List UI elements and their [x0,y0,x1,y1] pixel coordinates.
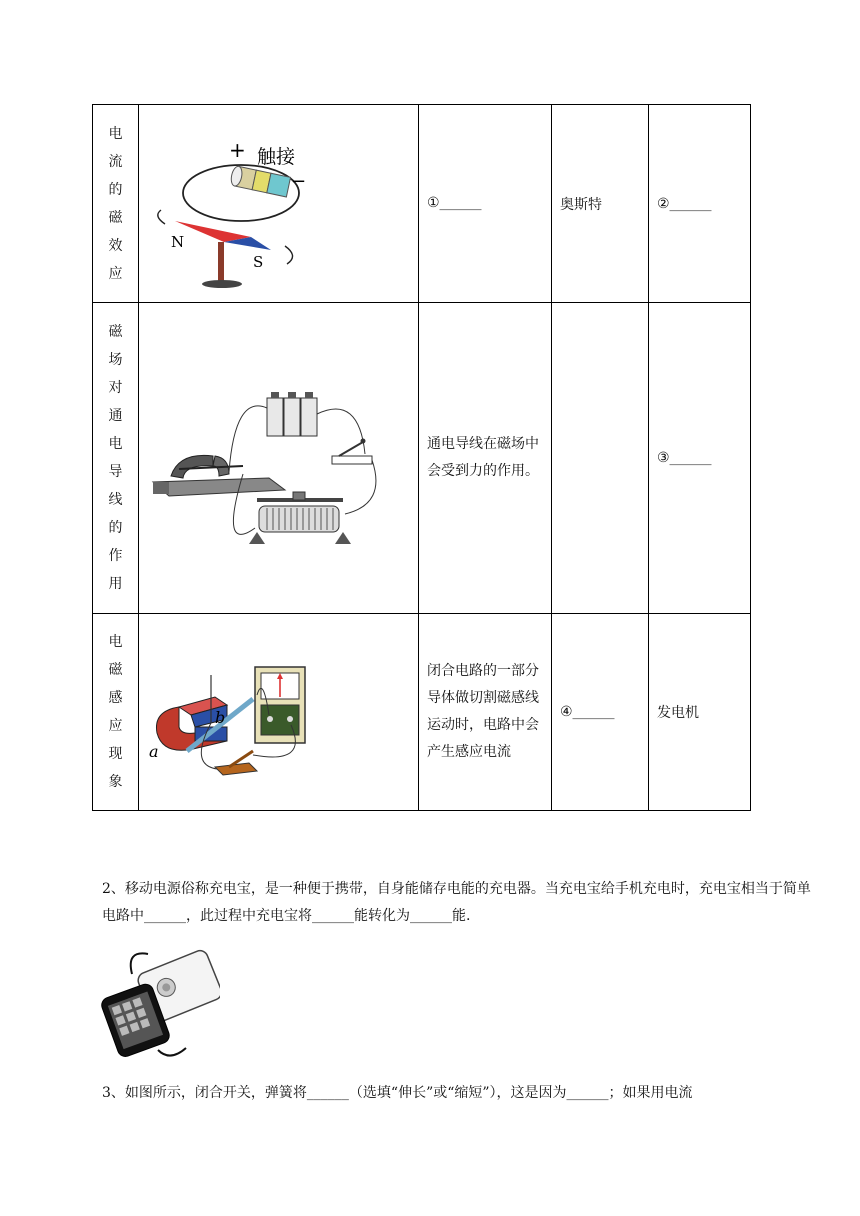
row-name-char: 应 [108,265,123,282]
touch-label: 触接 [257,145,296,168]
minus-label: − [291,170,307,192]
row-name-char: 用 [108,576,123,592]
battery-icon [230,165,291,197]
rotation-arrow-left [158,210,165,224]
rheostat-icon [249,492,351,544]
row-name-char: 通 [108,408,123,424]
row-name-char: 对 [108,380,123,396]
row-name-char: 应 [108,718,123,734]
row-name-vertical [93,628,138,796]
application-cell: 发电机 [649,614,751,811]
row-name-char: 磁 [108,209,123,226]
battery-pack-icon [267,392,317,436]
row-name-char: 场 [108,352,123,368]
scientist-cell [552,303,649,614]
south-label: S [253,252,264,271]
scientist-cell: 奥斯特 [552,105,649,303]
table-row [93,303,751,614]
switch-icon [332,438,372,464]
scientist-cell: ④______ [552,614,649,811]
plus-label: + [229,137,246,162]
row-name-char: 线 [108,492,123,508]
phenomenon-cell: 通电导线在磁场中会受到力的作用。 [419,303,552,614]
row-name-char: 的 [108,520,123,536]
row-name-char: 效 [108,237,123,254]
application-cell: ②______ [649,105,751,303]
physics-table [92,104,751,811]
image-cell [139,614,419,811]
rotation-arrow-right [285,246,293,264]
row-name-char: 的 [108,181,123,198]
row-name-char: 象 [108,774,123,790]
row-name-cell [93,614,139,811]
magnet-stand-icon [153,455,285,496]
north-label: N [171,232,185,251]
row-name-char: 电 [108,634,123,650]
image-cell [139,303,419,614]
table-row [93,105,751,303]
row-name-char: 磁 [108,662,123,678]
power-bank-phone-image [100,944,220,1064]
phenomenon-cell: ①______ [419,105,552,303]
row-name-cell [93,303,139,614]
label-b: b [215,707,226,727]
row-name-char: 磁 [108,324,123,340]
galvanometer-icon [255,667,305,743]
application-cell: ③______ [649,303,751,614]
row-name-char: 电 [108,436,123,452]
charging-cable [158,1048,186,1056]
phenomenon-cell: 闭合电路的一部分导体做切割磁感线运动时，电路中会产生感应电流 [419,614,552,811]
row-name-vertical [93,120,138,288]
row-name-char: 感 [108,690,123,706]
motor-experiment-image [139,304,418,613]
row-name-char: 流 [108,153,123,170]
question-3-text: 3、如图所示，闭合开关，弹簧将______（选填“伸长”或“缩短”），这是因为______；如果用电流 [102,1085,693,1101]
row-name-char: 现 [108,746,123,762]
induction-experiment-image [139,615,418,810]
table-row [93,614,751,811]
row-name-char: 导 [108,464,123,480]
question-2-text: 2、移动电源俗称充电宝，是一种便于携带，自身能储存电能的充电器。当充电宝给手机充电时，充电宝相当于简单电路中______，此过程中充电宝将______能转化为______能. [102,881,811,924]
oersted-experiment-image [139,106,418,302]
charging-cable [131,953,148,974]
row-name-char: 电 [108,125,123,142]
row-name-cell [93,105,139,303]
compass-needle-north [175,221,251,242]
row-name-char: 作 [108,548,123,564]
image-cell [139,105,419,303]
switch-icon [215,751,257,775]
label-a: a [149,741,159,761]
row-name-vertical [93,318,138,598]
compass-stand [218,242,224,282]
compass-base [202,280,242,288]
